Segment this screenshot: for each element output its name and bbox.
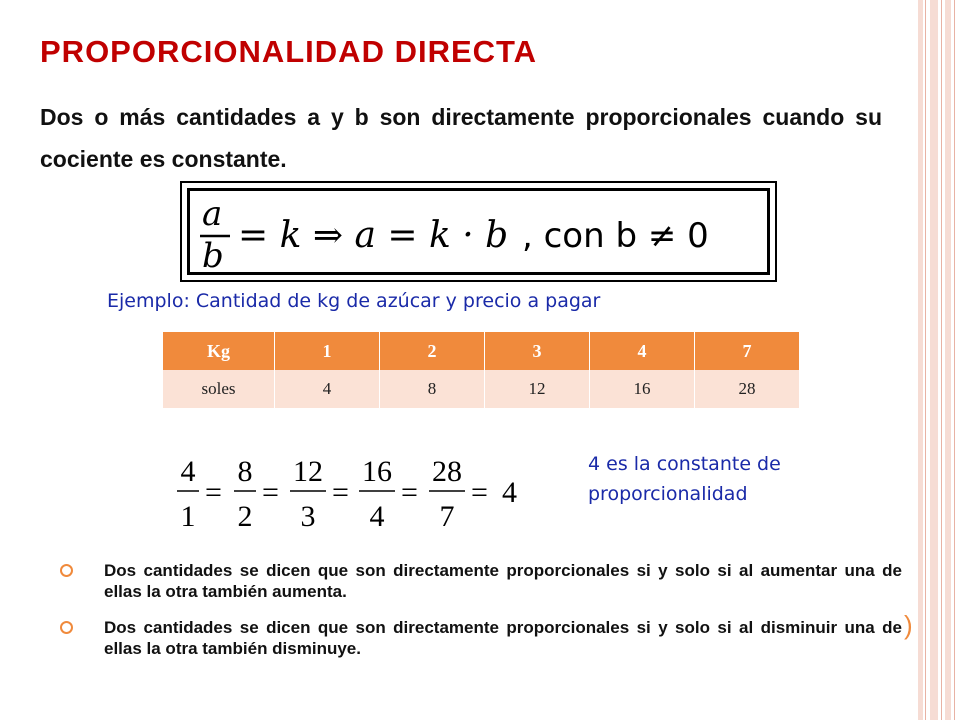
eq-numerator: 16 — [362, 455, 392, 488]
svg-text:=: = — [262, 476, 279, 509]
table-cell: 7 — [695, 332, 800, 370]
svg-text:=: = — [205, 476, 222, 509]
eq-numerator: 28 — [432, 455, 462, 488]
eq-denominator: 1 — [180, 500, 196, 533]
table-cell: 2 — [380, 332, 485, 370]
bullet-text: Dos cantidades se dicen que son directamente proporcionales si y solo si al aumentar una de ellas la otra también aumenta. — [104, 561, 902, 601]
table-cell: 4 — [275, 370, 380, 408]
eq-numerator: 8 — [237, 455, 253, 488]
data-table — [163, 332, 800, 408]
ratio-equation — [170, 448, 530, 538]
page-mark: ) — [904, 610, 913, 640]
svg-text:=: = — [471, 476, 488, 509]
eq-denominator: 2 — [237, 500, 253, 533]
note-line: proporcionalidad — [588, 483, 748, 505]
table-row — [163, 370, 800, 408]
list-item — [60, 560, 902, 602]
formula-condition: , con b ≠ 0 — [522, 216, 709, 256]
formula-box — [180, 181, 777, 282]
bullet-text: Dos cantidades se dicen que son directamente proporcionales si y solo si al disminuir una de ellas la otra también disminuye. — [104, 618, 902, 658]
table-cell: soles — [163, 370, 275, 408]
table-header-row — [163, 332, 800, 370]
list-item — [60, 617, 902, 659]
table-cell: 16 — [590, 370, 695, 408]
svg-text:=: = — [401, 476, 418, 509]
formula-body: = k ⇒ a = k · b — [238, 215, 509, 256]
table-cell: 4 — [590, 332, 695, 370]
example-caption: Ejemplo: Cantidad de kg de azúcar y precio a pagar — [107, 290, 601, 312]
decorative-border — [918, 0, 960, 720]
bullet-icon — [60, 621, 73, 634]
note-line: 4 es la constante de — [588, 453, 781, 475]
bullet-list — [60, 560, 902, 674]
table-cell: Kg — [163, 332, 275, 370]
formula — [180, 181, 777, 282]
table-cell: 28 — [695, 370, 800, 408]
eq-denominator: 3 — [300, 500, 316, 533]
svg-text:=: = — [332, 476, 349, 509]
slide-title: PROPORCIONALIDAD DIRECTA — [40, 34, 538, 69]
table-cell: 12 — [485, 370, 590, 408]
constant-note — [588, 449, 781, 509]
formula-denominator: b — [202, 236, 224, 276]
eq-numerator: 4 — [180, 455, 196, 488]
eq-denominator: 7 — [439, 500, 455, 533]
formula-numerator: a — [202, 194, 223, 234]
eq-denominator: 4 — [369, 500, 385, 533]
eq-result: 4 — [502, 476, 517, 509]
table-cell: 3 — [485, 332, 590, 370]
table-cell: 8 — [380, 370, 485, 408]
eq-numerator: 12 — [293, 455, 323, 488]
definition-text: Dos o más cantidades a y b son directamente proporcionales cuando su cociente es constante. — [40, 104, 882, 172]
bullet-icon — [60, 564, 73, 577]
table-cell: 1 — [275, 332, 380, 370]
